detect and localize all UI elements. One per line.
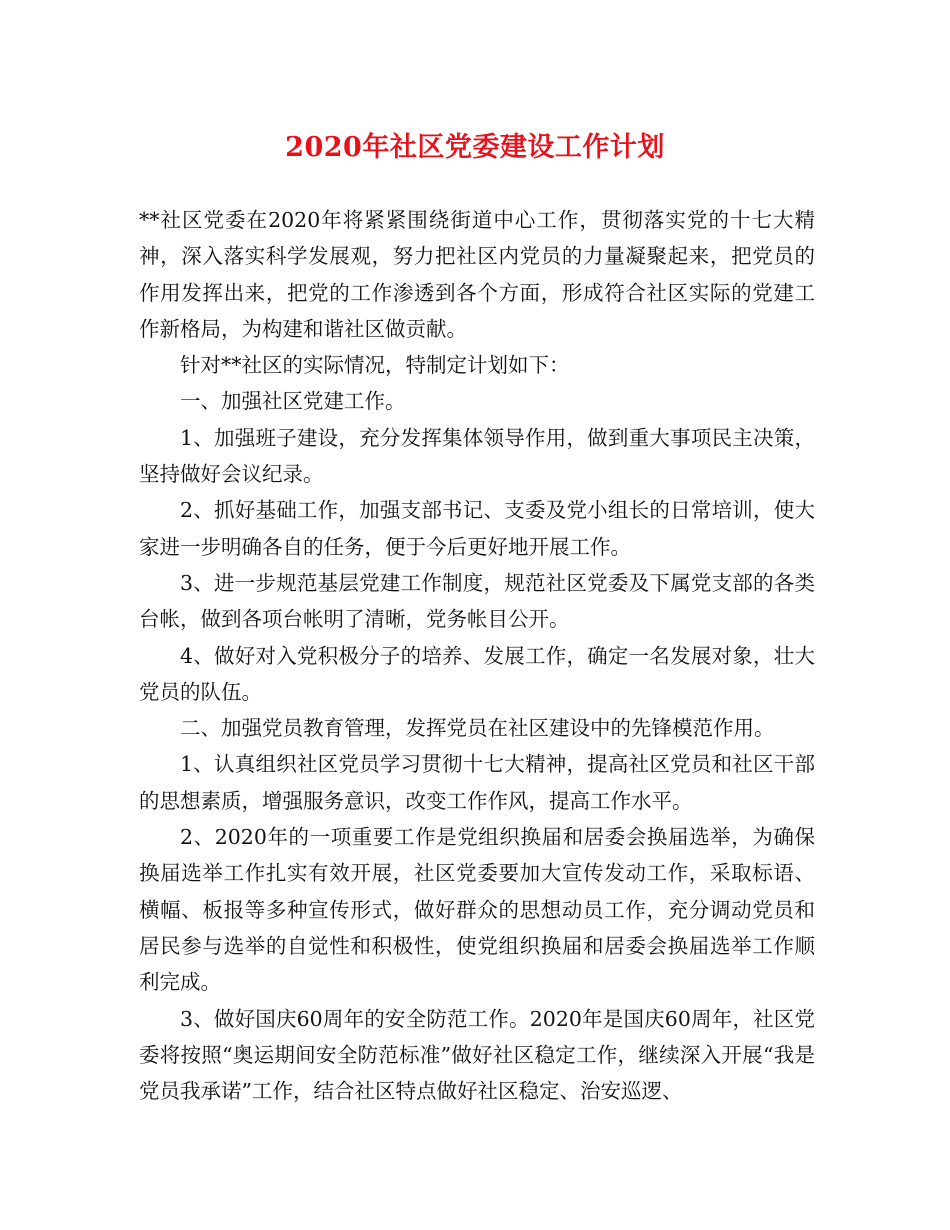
document-title: 2020年社区党委建设工作计划 — [285, 132, 665, 163]
section-2-item-3: 3、做好国庆60周年的安全防范工作。2020年是国庆60周年，社区党委将按照“奥运期间安全防范标准”做好社区稳定工作，继续深入开展“我是党员我承诺”工作，结合社区特点做好社区稳定、治安巡逻、 — [139, 1006, 815, 1104]
section-1-item-4: 4、做好对入党积极分子的培养、发展工作，确定一名发展对象，壮大党员的队伍。 — [139, 643, 815, 704]
section-2-item-1: 1、认真组织社区党员学习贯彻十七大精神，提高社区党员和社区干部的思想素质，增强服务意识，改变工作作风，提高工作水平。 — [139, 752, 815, 813]
section-2-item-2: 2、2020年的一项重要工作是党组织换届和居委会换届选举，为确保换届选举工作扎实有效开展，社区党委要加大宣传发动工作，采取标语、横幅、板报等多种宣传形式，做好群众的思想动员工作，充分调动党员和居民参与选举的自觉性和积极性，使党组织换届和居委会换届选举工作顺利完成。 — [139, 825, 815, 995]
document-body — [139, 202, 815, 1109]
section-1-item-3: 3、进一步规范基层党建工作制度，规范社区党委及下属党支部的各类台帐，做到各项台帐明了清晰，党务帐目公开。 — [139, 570, 815, 632]
section-heading-2: 二、加强党员教育管理，发挥党员在社区建设中的先锋模范作用。 — [180, 716, 775, 741]
section-heading-1: 一、加强社区党建工作。 — [180, 389, 406, 414]
section-1-item-1: 1、加强班子建设，充分发挥集体领导作用，做到重大事项民主决策，坚持做好会议纪录。 — [139, 425, 815, 487]
section-1-item-2: 2、抓好基础工作，加强支部书记、支委及党小组长的日常培训，使大家进一步明确各自的任务，便于今后更好地开展工作。 — [139, 498, 815, 559]
plan-intro-paragraph: 针对**社区的实际情况，特制定计划如下： — [180, 353, 570, 378]
intro-paragraph: **社区党委在2020年将紧紧围绕街道中心工作，贯彻落实党的十七大精神，深入落实科学发展观，努力把社区内党员的力量凝聚起来，把党员的作用发挥出来，把党的工作渗透到各个方面，形成符合社区实际的党建工作新格局，为构建和谐社区做贡献。 — [139, 208, 815, 341]
